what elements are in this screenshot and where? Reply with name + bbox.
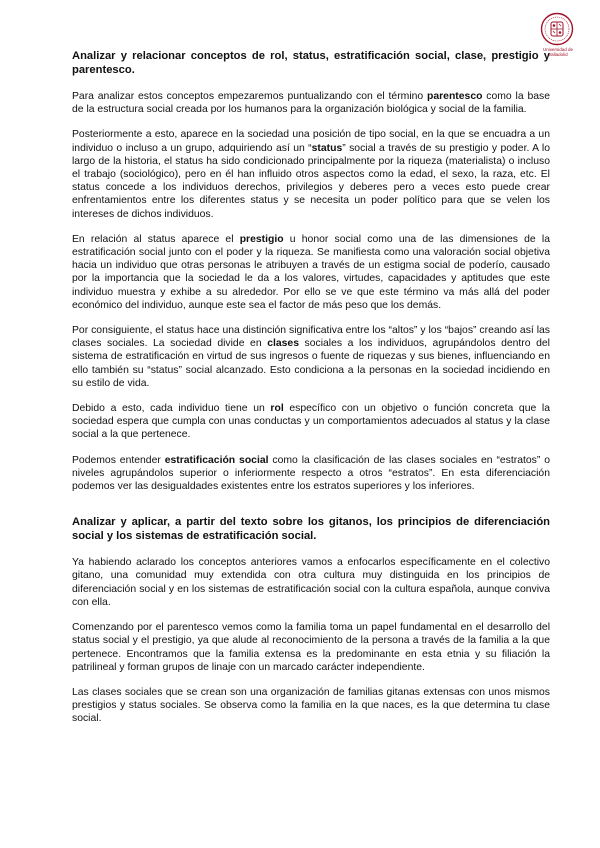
- section1-paragraph-3: En relación al status aparece el prestigio u honor social como una de las dimensiones de la estratificación social junto con el poder y la riqueza. Se manifiesta como una valoración social objetiva hacia un individuo que otras personas le atribuyen a través de un estigma social de poderío, causado por la importancia que la sociedad le da a los valores, virtudes, capacidades y aptitudes que este individuo muestra y exhibe a su alrededor. Por ello se ve que este término va más allá del poder económico del individuo, aunque este sea el factor de más peso que los demás.: [72, 233, 550, 311]
- logo-caption: Universidad de Valladolid: [542, 47, 574, 57]
- section2-paragraph-2: Comenzando por el parentesco vemos como la familia toma un papel fundamental en el desarrollo del status social y el prestigio, ya que alude al reconocimiento de la persona a través de la familia a la que pertenece. Encontramos que la familia extensa es la predominante en esta etnia y su filiación la patrilineal y forman grupos de linaje con un marcado carácter independiente.: [72, 622, 550, 673]
- section1-paragraph-5: Debido a esto, cada individuo tiene un rol específico con un objetivo o función concreta que la sociedad espera que cumpla con unas conductas y un comportamientos adecuados al status y la clase social a la que pertenece.: [72, 403, 551, 441]
- section2-heading: Analizar y aplicar, a partir del texto sobre los gitanos, los principios de diferenciación social y los sistemas de estratificación social.: [72, 516, 550, 542]
- section2-paragraph-3: Las clases sociales que se crean son una organización de familias gitanas extensas con unos mismos prestigios y status sociales. Se observa como la familia en la que naces, es la que determina tu clase social.: [72, 686, 550, 725]
- section1-paragraph-6: Podemos entender estratificación social como la clasificación de las clases sociales en “estratos” o niveles agrupándolos superior o inferiormente respecto a otros “estratos”. En esta diferenciación podemos ver las desigualdades existentes entre los estratos superiores y los inferiores.: [72, 454, 550, 493]
- section1-paragraph-1: Para analizar estos conceptos empezaremos puntualizando con el término parentesco como la base de la estructura social creada por los humanos para la organización biológica y social de la familia.: [72, 91, 550, 116]
- section1-paragraph-4: Por consiguiente, el status hace una distinción significativa entre los “altos” y los “bajos” creando así las clases sociales. La sociedad divide en clases sociales a los individuos, agrupándolos dentro del sistema de estratificación en virtud de sus ingresos o fuente de riquezas y sus bienes, influenciando en ello también su “status” social alcanzado. Esto condiciona a la personas en la sociedad incidiendo en su estilo de vida.: [72, 325, 550, 389]
- document-body: [72, 50, 550, 726]
- section1-paragraph-2: Posteriormente a esto, aparece en la sociedad una posición de tipo social, en la que se encuadra a un individuo o incluso a un grupo, adquiriendo así un “status” social a través de su prestigio y poder. A lo largo de la historia, el status ha sido condicionado principalmente por la riqueza (materialista) o incluso el trabajo (sociológico), pero en él han influido otros aspectos como la edad, el sexo, la raza, etc. El status concede a los individuos derechos, privilegios y deberes pero a veces esto puede crear enfrentamientos entre los diferentes status y se necesita un poder político para que se velen los intereses de dichos individuos.: [72, 129, 551, 220]
- university-seal-logo: [540, 12, 574, 46]
- section2-paragraph-1: Ya habiendo aclarado los conceptos anteriores vamos a enfocarlos específicamente en el colectivo gitano, una comunidad muy extendida con otra cultura muy distinguida en los principios de diferenciación social y en los sistemas de estratificación social con la cultura española, aunque conviva con ella.: [72, 557, 550, 608]
- section1-heading: Analizar y relacionar conceptos de rol, status, estratificación social, clase, prestigio y parentesco.: [72, 50, 550, 76]
